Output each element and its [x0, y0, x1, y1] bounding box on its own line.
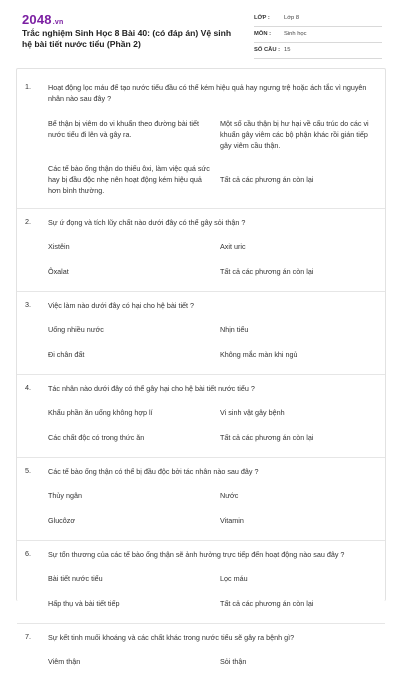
answer-option[interactable]: Không mắc màn khi ngủ	[220, 350, 298, 359]
question-item	[25, 632, 385, 681]
site-logo[interactable]	[22, 12, 63, 27]
answer-option[interactable]: Bể thận bị viêm do vi khuẩn theo đường bài tiết nước tiểu đi lên và gây ra.	[48, 119, 199, 139]
question-number: 6.	[25, 549, 31, 558]
divider	[17, 374, 385, 375]
answer-option[interactable]: Glucôzơ	[48, 516, 76, 525]
meta-label: MÔN :	[254, 31, 272, 37]
question-number: 5.	[25, 466, 31, 475]
answer-grid	[48, 573, 385, 623]
question-text: Việc làm nào dưới đây có hại cho hệ bài tiết ?	[48, 301, 195, 310]
meta-value: Lớp 8	[284, 15, 300, 21]
answer-option[interactable]: Một số cầu thận bị hư hại về cấu trúc do các vi khuẩn gây viêm các bộ phận khác rồi gián tiếp gây viêm cầu thận.	[220, 119, 369, 150]
question-item	[25, 217, 385, 291]
answer-option[interactable]: Các chất độc có trong thức ăn	[48, 433, 145, 442]
answer-option[interactable]: Sỏi thận	[220, 657, 247, 666]
question-item	[25, 383, 385, 457]
question-text: Các tế bào ống thận có thể bị đầu độc bởi tác nhân nào sau đây ?	[48, 467, 259, 476]
answer-option[interactable]: Tất cả các phương án còn lại	[220, 175, 314, 184]
question-text: Tác nhân nào dưới đây có thể gây hại cho hệ bài tiết nước tiểu ?	[48, 384, 255, 393]
answer-option[interactable]: Vitamin	[220, 516, 244, 525]
question-text: Sự tổn thương của các tế bào ống thận sẽ ảnh hưởng trực tiếp đến hoạt động nào sau đây ?	[48, 550, 345, 559]
answer-grid	[48, 407, 385, 457]
meta-label: SỐ CÂU :	[254, 47, 281, 53]
divider	[17, 291, 385, 292]
meta-value: 15	[284, 47, 291, 53]
logo-main: 2048	[22, 12, 52, 27]
meta-row-grade	[254, 12, 382, 27]
question-number: 1.	[25, 82, 31, 91]
divider	[17, 540, 385, 541]
meta-table	[254, 12, 382, 60]
question-text: Sự ứ đọng và tích lũy chất nào dưới đây có thể gây sỏi thận ?	[48, 218, 246, 227]
answer-grid	[48, 324, 385, 374]
logo-suffix: .vn	[52, 19, 64, 26]
divider	[17, 208, 385, 209]
answer-option[interactable]: Tất cả các phương án còn lại	[220, 433, 314, 442]
answer-option[interactable]: Đi chân đất	[48, 350, 85, 359]
question-text: Sự kết tinh muối khoáng và các chất khác trong nước tiểu sẽ gây ra bệnh gì?	[48, 633, 295, 642]
answer-option[interactable]: Thủy ngân	[48, 491, 82, 500]
document-header	[22, 10, 382, 62]
question-number: 4.	[25, 383, 31, 392]
answer-option[interactable]: Tất cả các phương án còn lại	[220, 267, 314, 276]
answer-option[interactable]: Nước	[220, 491, 239, 500]
divider	[17, 623, 385, 624]
meta-row-subject	[254, 28, 382, 43]
answer-option[interactable]: Ôxalat	[48, 267, 69, 276]
divider	[17, 457, 385, 458]
question-list	[16, 68, 386, 666]
question-item	[25, 466, 385, 540]
answer-option[interactable]: Nhịn tiểu	[220, 325, 249, 334]
page-title: Trắc nghiệm Sinh Học 8 Bài 40: (có đáp án) Vệ sinh hệ bài tiết nước tiểu (Phần 2)	[22, 28, 232, 49]
answer-grid	[48, 490, 385, 540]
answer-option[interactable]: Axit uric	[220, 242, 246, 251]
answer-option[interactable]: Viêm thận	[48, 657, 81, 666]
answer-option[interactable]: Uống nhiều nước	[48, 325, 104, 334]
question-number: 2.	[25, 217, 31, 226]
answer-option[interactable]: Bài tiết nước tiểu	[48, 574, 103, 583]
answer-option[interactable]: Xistêin	[48, 242, 70, 251]
answer-option[interactable]: Vi sinh vật gây bệnh	[220, 408, 285, 417]
answer-grid	[48, 241, 385, 291]
question-item	[25, 549, 385, 623]
question-number: 7.	[25, 632, 31, 641]
answer-option[interactable]: Khẩu phần ăn uống không hợp lí	[48, 408, 153, 417]
answer-option[interactable]: Lọc máu	[220, 574, 248, 583]
meta-row-count	[254, 44, 382, 59]
answer-grid	[48, 118, 385, 208]
question-item	[25, 300, 385, 374]
question-text: Hoạt động lọc máu để tạo nước tiểu đầu có thể kém hiệu quả hay ngưng trệ hoặc ách tắc vì nguyên nhân nào sau đây ?	[48, 83, 367, 103]
question-item	[25, 82, 385, 208]
meta-value: Sinh học	[284, 31, 307, 37]
answer-option[interactable]: Các tế bào ống thận do thiếu ôxi, làm việc quá sức hay bị đầu độc nhẹ nên hoạt động kém hiệu quả hơn bình thường.	[48, 164, 210, 195]
question-number: 3.	[25, 300, 31, 309]
answer-option[interactable]: Tất cả các phương án còn lại	[220, 599, 314, 608]
answer-grid	[48, 656, 385, 681]
meta-label: LỚP :	[254, 15, 270, 21]
answer-option[interactable]: Hấp thụ và bài tiết tiếp	[48, 599, 120, 608]
